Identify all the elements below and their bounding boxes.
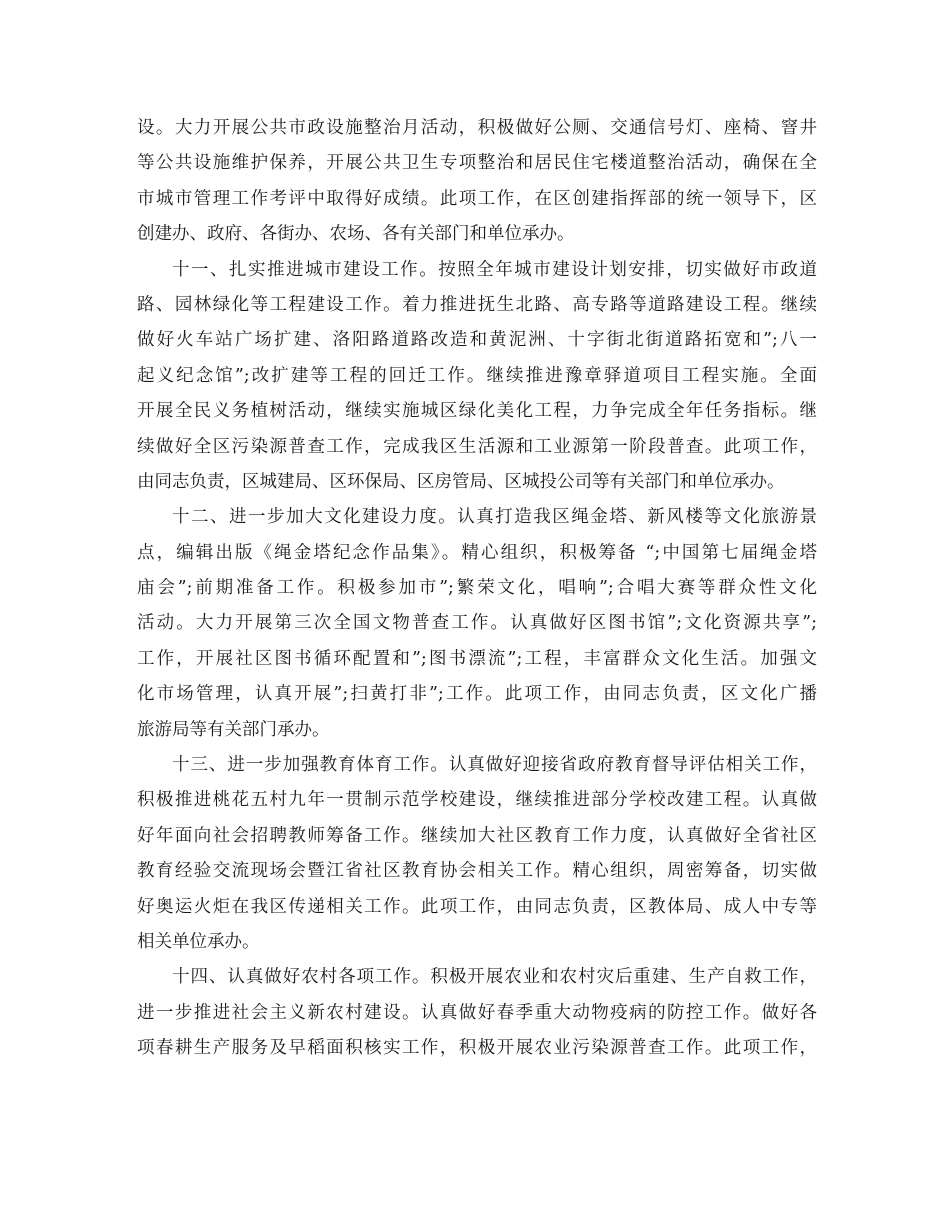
text-line: 相关单位承办。 <box>137 931 260 952</box>
text-line: 点，编辑出版《绳金塔纪念作品集》。精心组织，积极筹备 “;中国第七届绳金塔 <box>137 542 817 563</box>
text-line: 教育经验交流现场会暨江省社区教育协会相关工作。精心组织，周密筹备，切实做 <box>137 861 817 882</box>
paragraph-13 <box>137 748 817 960</box>
text-line: 续做好全区污染源普查工作，完成我区生活源和工业源第一阶段普查。此项工作， <box>137 436 817 457</box>
text-line: 开展全民义务植树活动，继续实施城区绿化美化工程，力争完成全年任务指标。继 <box>137 401 817 422</box>
text-line: 十一、扎实推进城市建设工作。按照全年城市建设计划安排，切实做好市政道 <box>172 259 817 280</box>
paragraph-11 <box>137 253 817 501</box>
text-line: 创建办、政府、各街办、农场、各有关部门和单位承办。 <box>137 224 575 245</box>
text-line: 十四、认真做好农村各项工作。积极开展农业和农村灾后重建、生产自救工作， <box>172 967 817 988</box>
text-line: 好奥运火炬在我区传递相关工作。此项工作，由同志负责，区教体局、成人中专等 <box>137 896 817 917</box>
paragraph-12 <box>137 500 817 748</box>
text-line: 起义纪念馆”;改扩建等工程的回迁工作。继续推进豫章驿道项目工程实施。全面 <box>137 365 817 386</box>
text-line: 设。大力开展公共市政设施整治月活动，积极做好公厕、交通信号灯、座椅、窨井 <box>137 118 817 138</box>
paragraph-intro <box>137 111 817 253</box>
document-body <box>137 111 817 1067</box>
text-line: 积极推进桃花五村九年一贯制示范学校建设，继续推进部分学校改建工程。认真做 <box>137 790 817 811</box>
text-line: 旅游局等有关部门承办。 <box>137 719 330 740</box>
text-line: 项春耕生产服务及早稻面积核实工作，积极开展农业污染源普查工作。此项工作， <box>137 1038 817 1059</box>
text-line: 等公共设施维护保养，开展公共卫生专项整治和居民住宅楼道整治活动，确保在全 <box>137 153 817 174</box>
text-line: 做好火车站广场扩建、洛阳路道路改造和黄泥洲、十字街北街道路拓宽和”;八一 <box>137 330 817 351</box>
text-line: 进一步推进社会主义新农村建设。认真做好春季重大动物疫病的防控工作。做好各 <box>137 1002 817 1023</box>
text-line: 工作，开展社区图书循环配置和”;图书漂流”;工程，丰富群众文化生活。加强文 <box>137 648 817 669</box>
text-line: 活动。大力开展第三次全国文物普查工作。认真做好区图书馆”;文化资源共享”; <box>137 613 817 634</box>
text-line: 化市场管理，认真开展”;扫黄打非”;工作。此项工作，由同志负责，区文化广播 <box>137 684 817 705</box>
text-line: 十二、进一步加大文化建设力度。认真打造我区绳金塔、新风楼等文化旅游景 <box>172 507 817 528</box>
text-line: 路、园林绿化等工程建设工作。着力推进抚生北路、高专路等道路建设工程。继续 <box>137 294 817 315</box>
text-line: 好年面向社会招聘教师筹备工作。继续加大社区教育工作力度，认真做好全省社区 <box>137 825 817 846</box>
text-line: 由同志负责，区城建局、区环保局、区房管局、区城投公司等有关部门和单位承办。 <box>137 471 785 492</box>
text-line: 十三、进一步加强教育体育工作。认真做好迎接省政府教育督导评估相关工作， <box>172 755 817 776</box>
text-line: 市城市管理工作考评中取得好成绩。此项工作，在区创建指挥部的统一领导下，区 <box>137 188 817 209</box>
paragraph-14 <box>137 960 817 1066</box>
text-line: 庙会”;前期准备工作。积极参加市”;繁荣文化，唱响”;合唱大赛等群众性文化 <box>137 578 817 599</box>
